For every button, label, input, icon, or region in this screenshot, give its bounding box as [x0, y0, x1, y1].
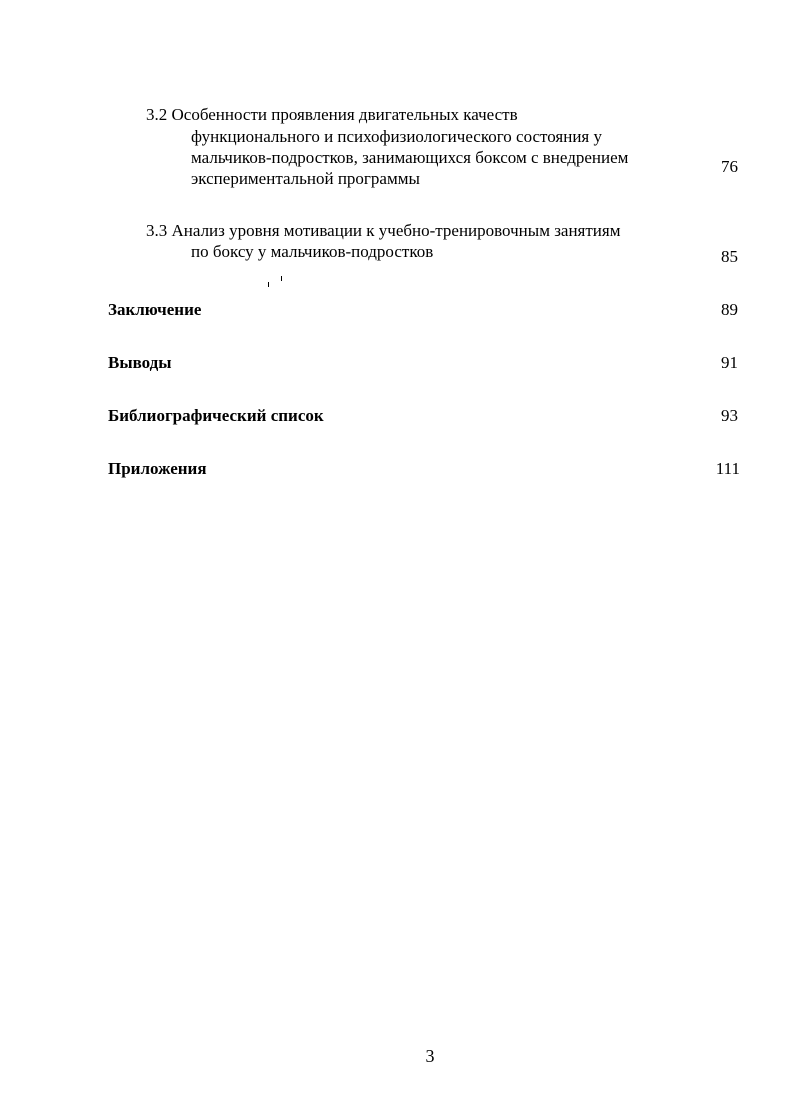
toc-3-2-line-2: функционального и психофизиологического состояния у: [191, 127, 603, 146]
toc-3-2-page: 76: [721, 157, 738, 176]
toc-bibliography-label: Библиографический список: [108, 406, 324, 425]
toc-3-2-line-3: мальчиков-подростков, занимающихся боксом с внедрением: [191, 148, 629, 167]
toc-conclusion-page: 89: [721, 300, 738, 319]
toc-findings-page: 91: [721, 353, 738, 372]
toc-3-2-line-1: 3.2 Особенности проявления двигательных качеств: [146, 105, 518, 124]
toc-3-3-line-1: 3.3 Анализ уровня мотивации к учебно-тренировочным занятиям: [146, 221, 621, 240]
toc-3-2-line-4: экспериментальной программы: [191, 169, 420, 188]
scan-mark: [268, 282, 269, 287]
toc-bibliography-page: 93: [721, 406, 738, 425]
toc-findings-label: Выводы: [108, 353, 172, 372]
scan-mark: [281, 276, 282, 281]
toc-3-3-page: 85: [721, 247, 738, 266]
page-number: 3: [425, 1046, 435, 1066]
toc-appendices-label: Приложения: [108, 459, 207, 478]
toc-appendices-page: 111: [715, 459, 740, 478]
toc-3-3-line-2: по боксу у мальчиков-подростков: [191, 242, 434, 261]
toc-conclusion-label: Заключение: [108, 300, 202, 319]
